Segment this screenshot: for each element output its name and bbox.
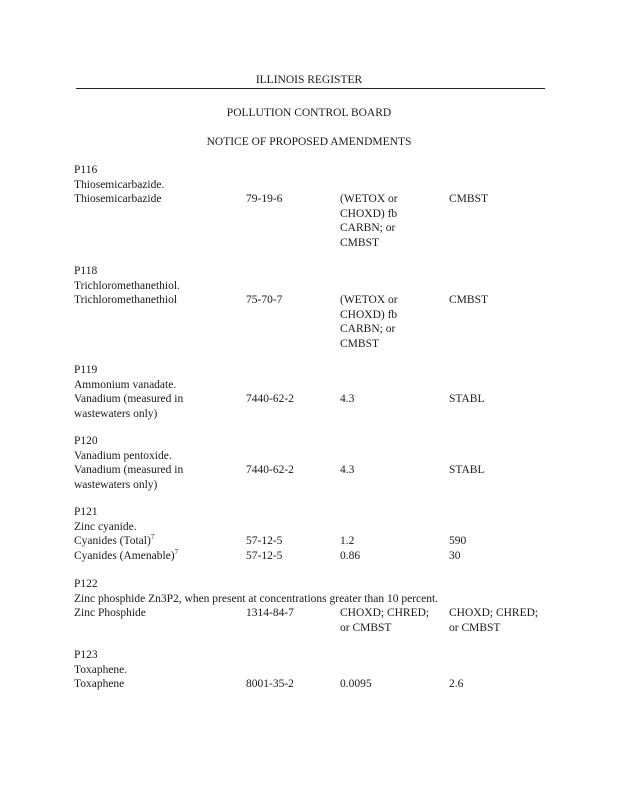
cas-number: 75-70-7 [246, 294, 283, 306]
nonwastewater-standard-line: 2.6 [449, 678, 464, 690]
wastewater-standard-line: CARBN; or [340, 323, 396, 335]
waste-common-name: Zinc cyanide. [74, 520, 137, 533]
constituent-name [74, 293, 234, 308]
nonwastewater-standard [449, 677, 559, 692]
nonwastewater-standard-line: CMBST [449, 193, 488, 205]
wastewater-standard-line: (WETOX or [340, 193, 398, 205]
constituent-name [74, 606, 234, 621]
wastewater-standard-line: CMBST [340, 337, 379, 350]
constituent-row [74, 463, 574, 492]
nonwastewater-standard [449, 392, 559, 407]
nonwastewater-standard [449, 463, 559, 478]
waste-entry [74, 163, 574, 250]
waste-common-name: Toxaphene. [74, 663, 128, 676]
wastewater-standard [340, 392, 435, 407]
waste-code: P123 [74, 649, 98, 661]
waste-code: P118 [74, 265, 98, 277]
constituent-name-line: Vanadium (measured in [74, 393, 184, 405]
waste-code: P120 [74, 435, 98, 447]
wastewater-standard-line: 1.2 [340, 535, 355, 547]
constituent-name-line: Trichloromethanethiol [74, 294, 178, 306]
wastewater-standard-line: 0.0095 [340, 678, 372, 690]
constituent-row [74, 606, 574, 635]
wastewater-standard [340, 677, 435, 692]
constituent-name [74, 534, 234, 549]
register-header-title: ILLINOIS REGISTER [255, 74, 363, 86]
cas-number: 8001-35-2 [246, 678, 294, 690]
nonwastewater-standard-line: STABL [449, 464, 485, 476]
waste-common-name: Trichloromethanethiol. [74, 279, 180, 292]
constituent-name-line: Vanadium (measured in [74, 464, 184, 476]
footnote-marker: 7 [174, 547, 179, 556]
nonwastewater-standard [449, 534, 559, 549]
waste-entry [74, 505, 574, 563]
constituent-name-line: Toxaphene [74, 678, 125, 690]
nonwastewater-standard [449, 549, 559, 564]
wastewater-standard [340, 192, 435, 250]
wastewater-standard-line: or CMBST [340, 621, 392, 634]
constituent-row [74, 192, 574, 250]
wastewater-standard-line: CHOXD; CHRED; [340, 607, 430, 619]
waste-entry [74, 363, 574, 421]
wastewater-standard [340, 293, 435, 351]
nonwastewater-standard-line: CHOXD; CHRED; [449, 607, 539, 619]
nonwastewater-standard [449, 192, 559, 207]
nonwastewater-standard-line: CMBST [449, 294, 488, 306]
constituent-row [74, 677, 574, 692]
waste-code: P121 [74, 506, 98, 518]
waste-code: P119 [74, 364, 98, 376]
cas-number: 1314-84-7 [246, 607, 294, 619]
cas-number: 57-12-5 [246, 535, 283, 547]
cas-number: 7440-62-2 [246, 393, 294, 405]
nonwastewater-standard [449, 293, 559, 308]
waste-code: P116 [74, 164, 98, 176]
header-rule [76, 88, 545, 89]
constituent-name [74, 192, 234, 207]
wastewater-standard-line: CARBN; or [340, 222, 396, 234]
constituent-row [74, 549, 574, 564]
waste-common-name: Thiosemicarbazide. [74, 178, 165, 191]
constituent-name-line: Cyanides (Amenable)$^7$ [74, 547, 179, 562]
wastewater-standard-line: 4.3 [340, 464, 355, 476]
board-name: POLLUTION CONTROL BOARD [226, 107, 392, 119]
wastewater-standard [340, 534, 435, 549]
wastewater-standard [340, 463, 435, 478]
constituent-name [74, 677, 234, 692]
constituent-name-line: Zinc Phosphide [74, 607, 146, 619]
nonwastewater-standard-line: 30 [449, 549, 461, 562]
constituent-name [74, 392, 234, 421]
waste-common-name: Ammonium vanadate. [74, 378, 177, 391]
notice-title: NOTICE OF PROPOSED AMENDMENTS [206, 136, 412, 148]
cas-number: 79-19-6 [246, 193, 283, 205]
waste-entry [74, 648, 574, 692]
wastewater-standard-line: 0.86 [340, 549, 361, 562]
nonwastewater-standard [449, 606, 559, 635]
constituent-row [74, 293, 574, 351]
constituent-name [74, 549, 234, 564]
nonwastewater-standard-line: 590 [449, 535, 467, 547]
waste-common-name: Vanadium pentoxide. [74, 449, 172, 462]
cas-number: 7440-62-2 [246, 464, 294, 476]
cas-number: 57-12-5 [246, 549, 283, 562]
wastewater-standard [340, 606, 435, 635]
waste-entry [74, 577, 574, 635]
wastewater-standard-line: 4.3 [340, 393, 355, 405]
wastewater-standard-line: (WETOX or [340, 294, 398, 306]
constituent-name-line: Thiosemicarbazide [74, 193, 162, 205]
constituent-row [74, 392, 574, 421]
wastewater-standard-line: CHOXD) fb [340, 308, 398, 321]
waste-code: P122 [74, 578, 98, 590]
wastewater-standard-line: CHOXD) fb [340, 207, 398, 220]
constituent-name-line: Cyanides (Total)$^7$ [74, 533, 155, 547]
waste-common-name: Zinc phosphide Zn3P2, when present at concentrations greater than 10 percent. [74, 592, 439, 605]
constituent-row [74, 534, 574, 549]
constituent-name-line: wastewaters only) [74, 478, 158, 491]
nonwastewater-standard-line: or CMBST [449, 621, 501, 634]
waste-entry [74, 264, 574, 351]
wastewater-standard-line: CMBST [340, 236, 379, 249]
waste-entry [74, 434, 574, 492]
nonwastewater-standard-line: STABL [449, 393, 485, 405]
constituent-name [74, 463, 234, 492]
footnote-marker: 7 [150, 533, 155, 542]
wastewater-standard [340, 549, 435, 564]
constituent-name-line: wastewaters only) [74, 407, 158, 420]
